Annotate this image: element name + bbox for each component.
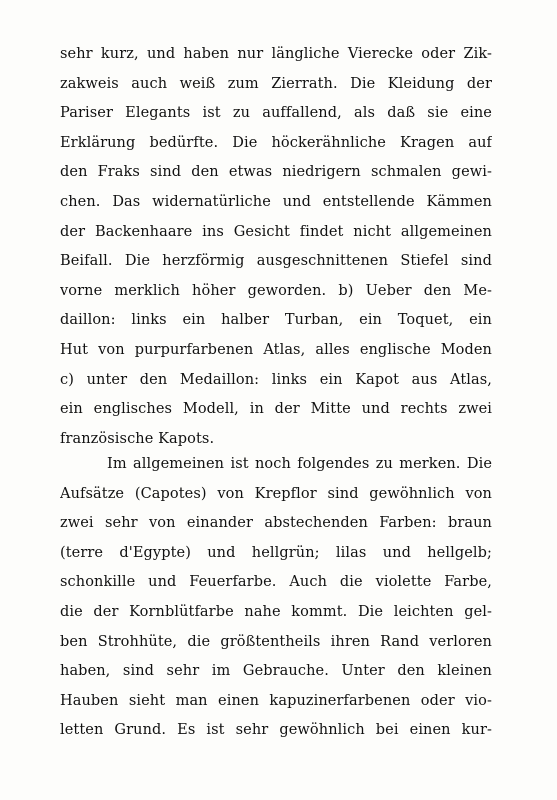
text-line: Beifall. Die herzförmig ausgeschnittenen Stiefel sind (60, 253, 492, 270)
text-line: c) unter den Medaillon: links ein Kapot aus Atlas, (60, 371, 492, 388)
text-line: Hut von purpurfarbenen Atlas, alles englische Moden (60, 341, 492, 358)
text-line: haben, sind sehr im Gebrauche. Unter den kleinen (60, 663, 492, 680)
text-line: Pariser Elegants ist zu auffallend, als daß sie eine (60, 105, 492, 122)
text-line: die der Kornblütfarbe nahe kommt. Die leichten gel- (60, 603, 492, 620)
text-line: französische Kapots. (60, 430, 215, 447)
text-line: Aufsätze (Capotes) von Krepflor sind gewöhnlich von (60, 485, 492, 502)
text-line: letten Grund. Es ist sehr gewöhnlich bei einen kur- (60, 722, 492, 739)
text-line: chen. Das widernatürliche und entstellende Kämmen (60, 193, 492, 210)
text-line: daillon: links ein halber Turban, ein Toquet, ein (60, 312, 492, 329)
text-line: zwei sehr von einander abstechenden Farben: braun (60, 515, 492, 532)
text-line: zakweis auch weiß zum Zierrath. Die Kleidung der (60, 75, 492, 92)
text-line: vorne merklich höher geworden. b) Ueber den Me- (60, 282, 492, 299)
text-line: Erklärung bedürfte. Die höckerähnliche Kragen auf (60, 134, 492, 151)
text-line: schonkille und Feuerfarbe. Auch die violette Farbe, (60, 574, 492, 591)
text-line: ein englisches Modell, in der Mitte und rechts zwei (60, 401, 492, 418)
text-line: der Backenhaare ins Gesicht findet nicht allgemeinen (60, 223, 492, 240)
text-line: (terre d'Egypte) und hellgrün; lilas und hellgelb; (60, 544, 492, 561)
text-line: ben Strohhüte, die größtentheils ihren Rand verloren (60, 633, 492, 650)
paragraph-2 (60, 450, 492, 746)
text-line: Hauben sieht man einen kapuzinerfarbenen oder vio- (60, 692, 492, 709)
text-line: Im allgemeinen ist noch folgendes zu merken. Die (107, 456, 492, 472)
text-line: sehr kurz, und haben nur längliche Vierecke oder Zik- (60, 46, 492, 62)
paragraph-1 (60, 40, 492, 454)
text-line: den Fraks sind den etwas niedrigern schmalen gewi- (60, 164, 492, 181)
